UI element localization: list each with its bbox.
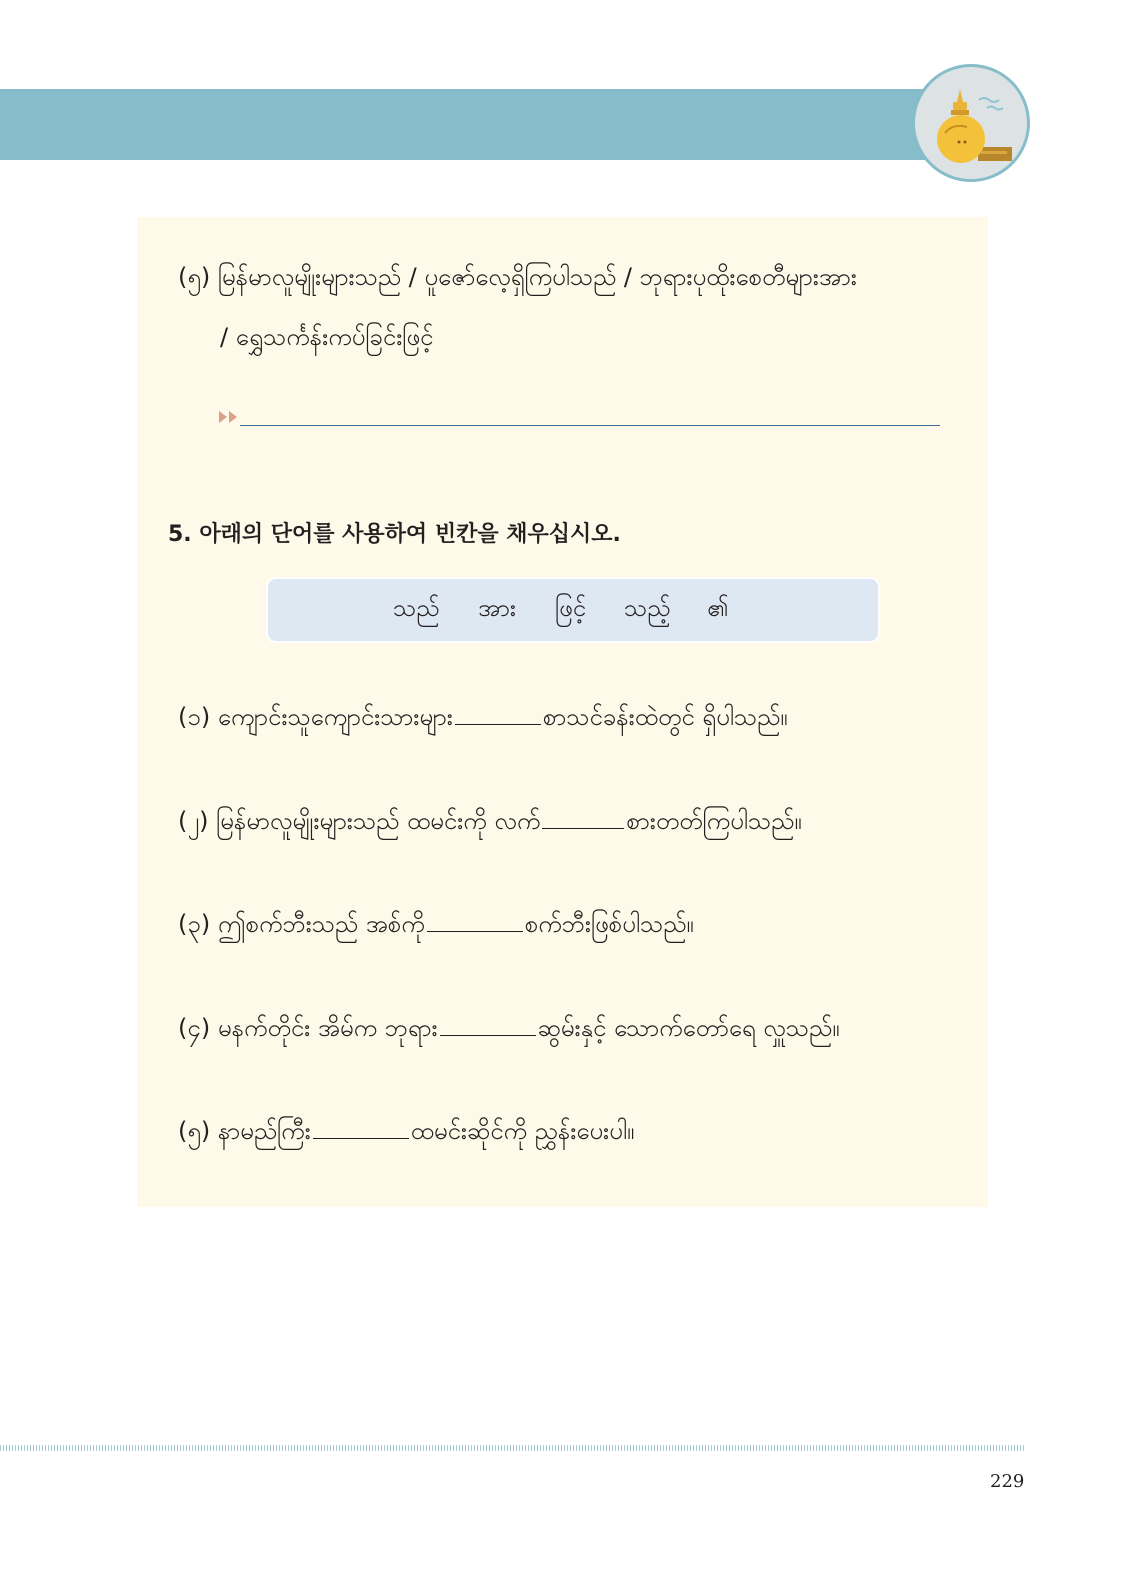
blank-field[interactable] <box>440 1011 536 1036</box>
q5-item-text: စားတတ်ကြပါသည်။ <box>626 807 802 835</box>
q5-item-text: စာသင်ခန်းထဲတွင် ရှိပါသည်။ <box>542 703 788 731</box>
blank-field[interactable] <box>427 907 523 932</box>
page-number: 229 <box>990 1471 1025 1492</box>
q5-item-text: (၁) ကျောင်းသူကျောင်းသားများ <box>178 703 453 731</box>
q4-item5-line2: / ရွှေသင်္ကန်းကပ်ခြင်းဖြင့် <box>220 323 434 351</box>
q5-item-3 <box>178 907 694 939</box>
word-bank-item: ဖြင့် <box>555 594 587 622</box>
q5-item-text: (၅) နာမည်ကြီး <box>178 1117 311 1145</box>
q4-item5-line1: (၅) မြန်မာလူမျိုးများသည် / ပူဇော်လေ့ရှိကြပါသည် / ဘုရားပုထိုးစေတီများအား <box>178 263 857 291</box>
q5-title: 5. 아래의 단어를 사용하여 빈칸을 채우십시오. <box>168 522 621 547</box>
q5-item-1 <box>178 700 788 732</box>
blank-field[interactable] <box>542 804 624 829</box>
word-bank-item: အား <box>478 594 516 622</box>
header-band <box>0 89 960 160</box>
q5-item-5 <box>178 1114 634 1146</box>
answer-line[interactable] <box>240 425 940 426</box>
q5-item-text: (၄) မနက်တိုင်း အိမ်က ဘုရား <box>178 1014 438 1042</box>
blank-field[interactable] <box>455 700 541 725</box>
q5-item-4 <box>178 1011 839 1043</box>
q5-item-text: ထမင်းဆိုင်ကို ညွှန်းပေးပါ။ <box>410 1117 635 1145</box>
q5-item-text: ဆွမ်းနှင့် သောက်တော်ရေ လှူသည်။ <box>537 1014 840 1042</box>
double-arrow-icon <box>218 409 242 425</box>
blank-field[interactable] <box>313 1114 409 1139</box>
pagoda-emblem-icon <box>912 64 1030 182</box>
q5-item-text: (၃) ဤစက်ဘီးသည် အစ်ကို <box>178 910 425 938</box>
word-bank-item: ၏ <box>707 594 729 622</box>
q5-item-2 <box>178 804 802 836</box>
word-bank-item: သည် <box>393 594 440 622</box>
q5-item-text: စက်ဘီးဖြစ်ပါသည်။ <box>524 910 694 938</box>
q5-item-text: (၂) မြန်မာလူမျိုးများသည် ထမင်းကို လက် <box>178 807 541 835</box>
word-bank-item: သည့် <box>624 594 671 622</box>
footer-rule <box>0 1445 1026 1451</box>
